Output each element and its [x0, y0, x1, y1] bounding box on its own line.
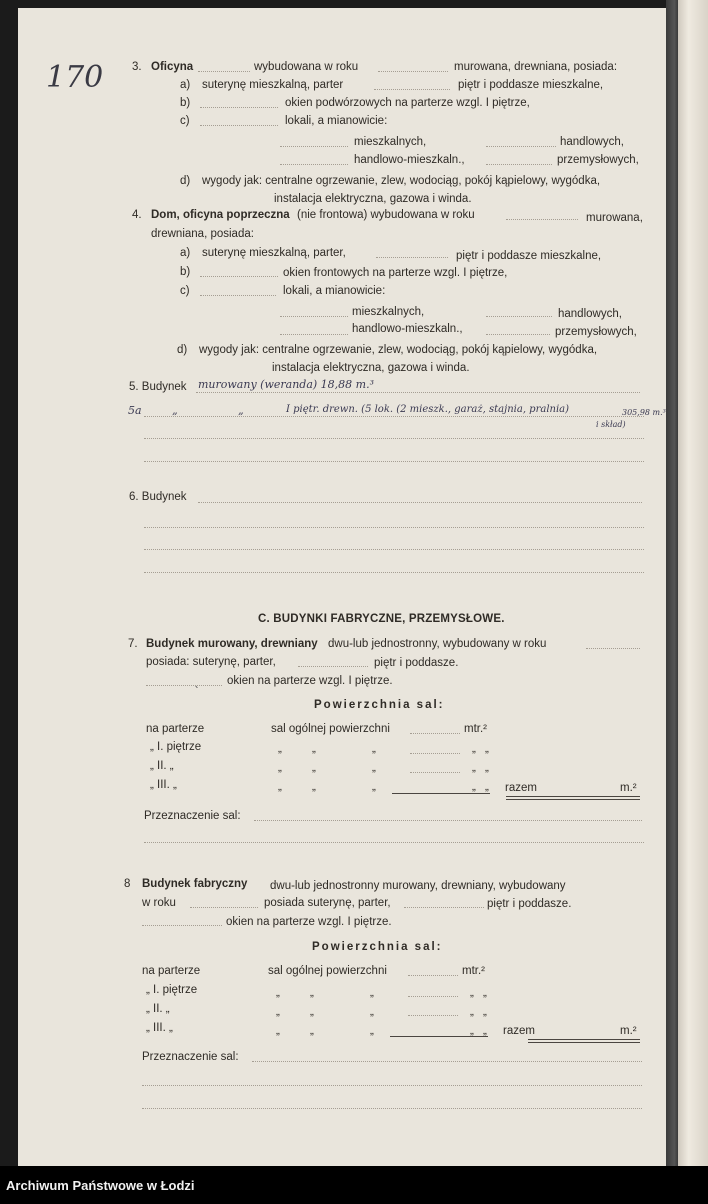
s8-rest: dwu-lub jednostronny murowany, drewniany, wybudowany [270, 880, 566, 892]
ditto: „ [370, 1006, 374, 1018]
s8-mtr: mtr.² [462, 965, 485, 977]
blank [408, 1015, 458, 1016]
ditto: „ [312, 781, 316, 793]
s4-hm: handlowo-mieszkaln., [352, 323, 463, 335]
blank [144, 527, 644, 528]
ditto: „ [483, 1006, 487, 1018]
s4-przem: przemysłowych, [555, 326, 637, 338]
s7-r4: „ III. „ [150, 779, 177, 791]
ditto: „ [470, 1006, 474, 1018]
s3-b-label: b) [180, 97, 191, 109]
blank [280, 316, 348, 317]
blank [410, 772, 460, 773]
ditto: „ [312, 762, 316, 774]
sum-line [392, 793, 490, 794]
s3-num: 3. [132, 61, 142, 73]
s5a-ditto1: „ [172, 404, 178, 417]
blank [298, 666, 368, 667]
s4-title: Dom, oficyna poprzeczna [151, 209, 290, 221]
s3-d-label: d) [180, 175, 191, 187]
s7-r3: „ II. „ [150, 760, 174, 772]
s3-d-text2: instalacja elektryczna, gazowa i winda. [274, 193, 472, 205]
s6-label: 6. Budynek [129, 491, 187, 503]
ditto: „ [312, 743, 316, 755]
blank [200, 295, 276, 296]
s7-title: Budynek murowany, drewniany [146, 638, 318, 650]
s4-line2: drewniana, posiada: [151, 228, 254, 240]
ditto: „ [276, 987, 280, 999]
s5a-value: 305,98 m.³ [622, 408, 666, 417]
blank [200, 276, 278, 277]
blank [200, 125, 278, 126]
blank [486, 316, 552, 317]
s4-d-text: wygody jak: centralne ogrzewanie, zlew, wodociąg, pokój kąpielowy, wygódka, [199, 344, 598, 356]
ditto: „ [485, 743, 489, 755]
s7-rest: dwu-lub jednostronny, wybudowany w roku [328, 638, 547, 650]
blank [376, 257, 448, 258]
blank [486, 146, 556, 147]
ditto: „ [370, 1025, 374, 1037]
blank [404, 907, 484, 908]
s3-a-end: piętr i poddasze mieszkalne, [458, 79, 604, 91]
blank [506, 219, 578, 220]
page-number: 170 [46, 60, 104, 95]
s8-line2-end: piętr i poddasze. [487, 898, 572, 910]
s8-num: 8 [124, 878, 131, 890]
s7-line2-end: piętr i poddasze. [374, 657, 459, 669]
s4-b-text: okien frontowych na parterze wzgl. I piętrze, [283, 267, 508, 279]
s5a-handwriting: I piętr. drewn. (5 lok. (2 mieszk., garaż, stajnia, pralnia) [286, 404, 570, 415]
ditto: „ [276, 1025, 280, 1037]
blank [408, 975, 458, 976]
ditto: „ [310, 987, 314, 999]
blank [486, 334, 550, 335]
blank [252, 1061, 642, 1062]
s3-title: Oficyna [151, 61, 194, 73]
blank [144, 461, 644, 462]
s8-r1: na parterze [142, 965, 201, 977]
s4-d-label: d) [177, 344, 188, 356]
ditto: „ [278, 762, 282, 774]
s4-d-text2: instalacja elektryczna, gazowa i winda. [272, 362, 470, 374]
blank [198, 71, 250, 72]
s4-title-rest: (nie frontowa) wybudowana w roku [297, 209, 475, 221]
ditto: „ [310, 1025, 314, 1037]
s8-powierzchnia: Powierzchnia sal: [312, 941, 443, 953]
s4-a-label: a) [180, 247, 191, 259]
blank [190, 907, 258, 908]
s7-r2: „ I. piętrze [150, 741, 202, 753]
s7-m2: m.² [620, 782, 637, 794]
s8-m2: m.² [620, 1025, 637, 1037]
s4-handl: handlowych, [558, 308, 622, 320]
ditto: „ [485, 762, 489, 774]
s8-line2: w roku [142, 897, 176, 909]
s4-c-label: c) [180, 285, 190, 297]
ditto: „ [485, 781, 489, 793]
ditto: „ [470, 987, 474, 999]
ditto: „ [276, 1006, 280, 1018]
s8-r3: „ II. „ [146, 1003, 170, 1015]
blank [280, 164, 348, 165]
s5a-ditto2: „ [238, 404, 244, 417]
section-c-heading: C. BUDYNKI FABRYCZNE, PRZEMYSŁOWE. [258, 613, 505, 625]
s3-mieszk: mieszkalnych, [354, 136, 427, 148]
s8-line3: okien na parterze wzgl. I piętrze. [226, 916, 392, 928]
s8-sal: sal ogólnej powierzchni [268, 965, 387, 977]
s8-przeznaczenie: Przeznaczenie sal: [142, 1051, 239, 1063]
s4-material: murowana, [586, 212, 643, 224]
ditto: „ [472, 762, 476, 774]
blank [144, 438, 644, 439]
s7-num: 7. [128, 638, 138, 650]
s5a-label: 5a [128, 404, 142, 417]
blank [408, 996, 458, 997]
s3-c-text: lokali, a mianowicie: [285, 115, 388, 127]
tick-mark: ˎ [194, 674, 200, 688]
blank [142, 1108, 642, 1109]
ditto: „ [372, 762, 376, 774]
blank [196, 392, 640, 393]
ditto: „ [483, 1025, 487, 1037]
s4-a-end: piętr i poddasze mieszkalne, [456, 250, 602, 262]
blank [144, 842, 644, 843]
s4-mieszk: mieszkalnych, [352, 306, 425, 318]
s4-a-text: suterynę mieszkalną, parter, [202, 247, 346, 259]
s7-line2: posiada: suterynę, parter, [146, 656, 276, 668]
blank [254, 820, 642, 821]
blank [144, 572, 644, 573]
blank [198, 502, 642, 503]
s5a-handwriting-b: i skład) [596, 420, 626, 429]
blank [374, 89, 450, 90]
s7-sal: sal ogólnej powierzchni [271, 723, 390, 735]
blank [486, 164, 552, 165]
s8-razem: razem [503, 1025, 535, 1037]
s7-powierzchnia: Powierzchnia sal: [314, 699, 445, 711]
footer-bar [0, 1166, 708, 1204]
s7-line3: okien na parterze wzgl. I piętrze. [227, 675, 393, 687]
s3-a-label: a) [180, 79, 191, 91]
s5-handwriting: murowany (weranda) 18,88 m.³ [198, 378, 374, 391]
blank [410, 733, 460, 734]
blank [144, 416, 644, 417]
blank [586, 648, 640, 649]
s7-mtr: mtr.² [464, 723, 487, 735]
s7-przeznaczenie: Przeznaczenie sal: [144, 810, 241, 822]
s7-razem: razem [505, 782, 537, 794]
blank [280, 334, 348, 335]
s3-handl: handlowych, [560, 136, 624, 148]
ditto: „ [370, 987, 374, 999]
s7-r1: na parterze [146, 723, 205, 735]
archive-caption: Archiwum Państwowe w Łodzi [6, 1178, 195, 1193]
s3-built: wybudowana w roku [254, 61, 359, 73]
blank [146, 685, 222, 686]
blank [410, 753, 460, 754]
s3-d-text: wygody jak: centralne ogrzewanie, zlew, wodociąg, pokój kąpielowy, wygódka, [202, 175, 601, 187]
s3-hm: handlowo-mieszkaln., [354, 154, 465, 166]
s8-r4: „ III. „ [146, 1022, 173, 1034]
ditto: „ [310, 1006, 314, 1018]
blank [378, 71, 448, 72]
s8-title: Budynek fabryczny [142, 878, 248, 890]
s3-a-text: suterynę mieszkalną, parter [202, 79, 344, 91]
ditto: „ [472, 743, 476, 755]
sum-line [390, 1036, 488, 1037]
s3-c-label: c) [180, 115, 190, 127]
s5-label: 5. Budynek [129, 381, 187, 393]
blank [144, 549, 644, 550]
blank [280, 146, 348, 147]
s3-przem: przemysłowych, [557, 154, 639, 166]
s8-line2-mid: posiada suterynę, parter, [264, 897, 391, 909]
s3-b-text: okien podwórzowych na parterze wzgl. I piętrze, [285, 97, 530, 109]
s3-material: murowana, drewniana, posiada: [454, 61, 618, 73]
ditto: „ [278, 781, 282, 793]
s4-num: 4. [132, 209, 142, 221]
ditto: „ [483, 987, 487, 999]
blank [142, 925, 222, 926]
ditto: „ [372, 743, 376, 755]
ditto: „ [470, 1025, 474, 1037]
ditto: „ [472, 781, 476, 793]
s4-c-text: lokali, a mianowicie: [283, 285, 386, 297]
s8-r2: „ I. piętrze [146, 984, 198, 996]
blank [142, 1085, 642, 1086]
total-line [506, 796, 640, 800]
total-line [528, 1039, 640, 1043]
s4-b-label: b) [180, 266, 191, 278]
ditto: „ [278, 743, 282, 755]
ditto: „ [372, 781, 376, 793]
binding-edge [678, 0, 708, 1166]
blank [200, 107, 278, 108]
